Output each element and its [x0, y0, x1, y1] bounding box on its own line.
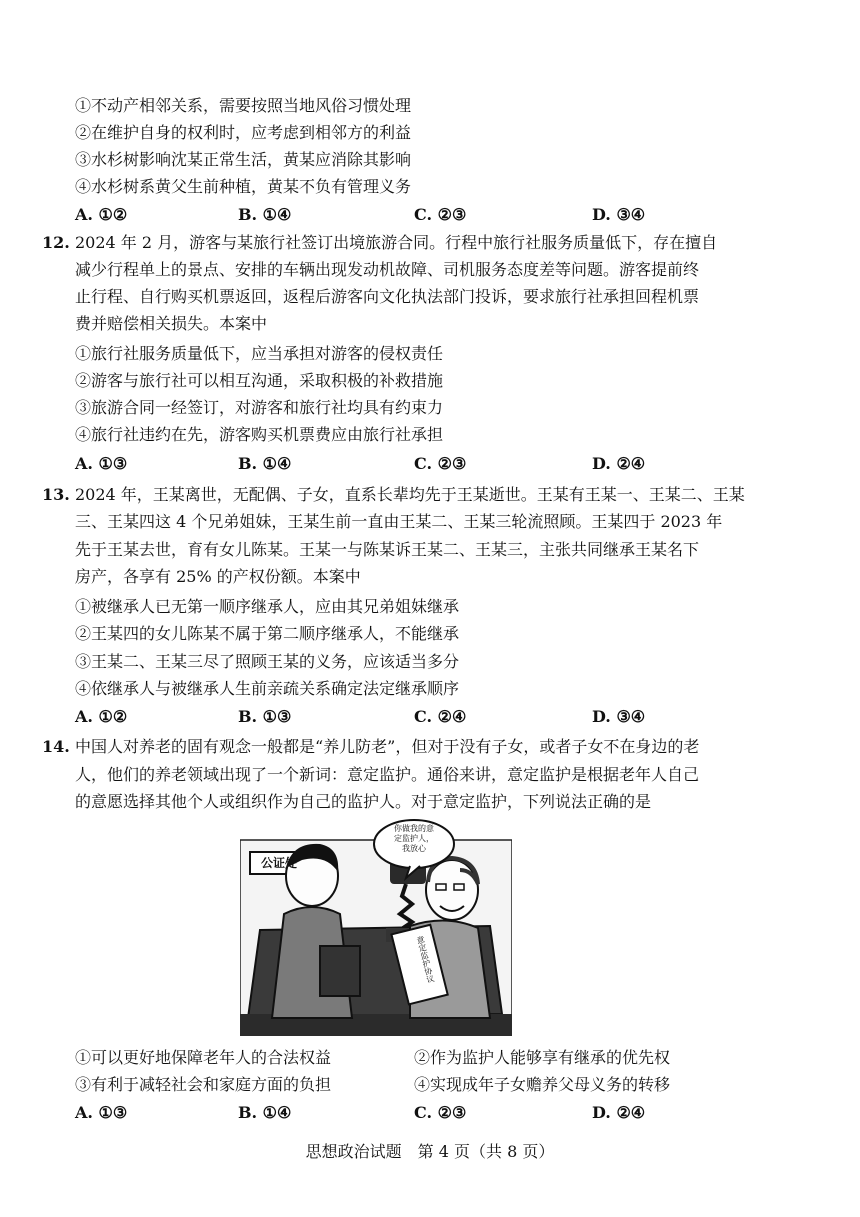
q14-stem-line-2: 人，他们的养老领域出现了一个新词：意定监护。通俗来讲，意定监护是根据老年人自己	[75, 765, 700, 784]
q13-option-c: C. ②④	[414, 707, 467, 726]
q12-option-b: B. ①④	[238, 454, 292, 473]
q14-option-a: A. ①③	[75, 1103, 128, 1122]
q12-statement-3: ③旅游合同一经签订，对游客和旅行社均具有约束力	[75, 398, 444, 417]
q14-statement-3: ③有利于减轻社会和家庭方面的负担	[75, 1075, 332, 1094]
q11-statement-1: ①不动产相邻关系，需要按照当地风俗习惯处理	[75, 96, 412, 115]
q14-option-b: B. ①④	[238, 1103, 292, 1122]
page-footer: 思想政治试题 第 4 页（共 8 页）	[305, 1142, 555, 1161]
q14-option-d: D. ②④	[592, 1103, 646, 1122]
q11-option-d: D. ③④	[592, 205, 646, 224]
speech-line-2: 定监护人，	[394, 834, 434, 843]
q12-option-a: A. ①③	[75, 454, 128, 473]
q11-option-c: C. ②③	[414, 205, 467, 224]
q12-stem-line-4: 费并赔偿相关损失。本案中	[75, 314, 268, 333]
q12-stem-line-2: 减少行程单上的景点、安排的车辆出现发动机故障、司机服务态度差等问题。游客提前终	[75, 260, 700, 279]
q14-statement-2: ②作为监护人能够享有继承的优先权	[414, 1048, 671, 1067]
q11-statement-4: ④水杉树系黄父生前种植，黄某不负有管理义务	[75, 177, 412, 196]
q14-stem-line-3: 的意愿选择其他个人或组织作为自己的监护人。对于意定监护，下列说法正确的是	[75, 792, 652, 811]
agreement-document-label: 意定监护协议	[415, 935, 436, 984]
q12-stem-line-3: 止行程、自行购买机票返回，返程后游客向文化执法部门投诉，要求旅行社承担回程机票	[75, 287, 700, 306]
q13-number: 13.	[42, 485, 70, 504]
q12-statement-2: ②游客与旅行社可以相互沟通，采取积极的补救措施	[75, 371, 444, 390]
notary-cartoon-illustration	[240, 818, 512, 1036]
q13-stem-line-3: 先于王某去世，育有女儿陈某。王某一与陈某诉王某二、王某三，主张共同继承王某名下	[75, 540, 700, 559]
q12-option-d: D. ②④	[592, 454, 646, 473]
q14-stem-line-1: 中国人对养老的固有观念一般都是“养儿防老”，但对于没有子女，或者子女不在身边的老	[75, 737, 700, 756]
q13-option-b: B. ①③	[238, 707, 292, 726]
q13-option-d: D. ③④	[592, 707, 646, 726]
q13-stem-line-4: 房产，各享有 25% 的产权份额。本案中	[75, 567, 361, 586]
q12-statement-1: ①旅行社服务质量低下，应当承担对游客的侵权责任	[75, 344, 444, 363]
q14-number: 14.	[42, 737, 70, 756]
q13-option-a: A. ①②	[75, 707, 128, 726]
q13-stem-line-2: 三、王某四这 4 个兄弟姐妹，王某生前一直由王某二、王某三轮流照顾。王某四于 2023 年	[75, 512, 723, 531]
q11-option-b: B. ①④	[238, 205, 292, 224]
q11-statement-2: ②在维护自身的权利时，应考虑到相邻方的利益	[75, 123, 412, 142]
q13-stem-line-1: 2024 年，王某离世，无配偶、子女，直系长辈均先于王某逝世。王某有王某一、王某二、王某	[75, 485, 745, 504]
q14-statement-4: ④实现成年子女赡养父母义务的转移	[414, 1075, 671, 1094]
q14-statement-1: ①可以更好地保障老年人的合法权益	[75, 1048, 332, 1067]
q11-statement-3: ③水杉树影响沈某正常生活，黄某应消除其影响	[75, 150, 412, 169]
speech-bubble	[380, 824, 448, 854]
q12-statement-4: ④旅行社违约在先，游客购买机票费应由旅行社承担	[75, 425, 444, 444]
q13-statement-1: ①被继承人已无第一顺序继承人，应由其兄弟姐妹继承	[75, 597, 460, 616]
q11-option-a: A. ①②	[75, 205, 128, 224]
q12-stem-line-1: 2024 年 2 月，游客与某旅行社签订出境旅游合同。行程中旅行社服务质量低下，存在擅自	[75, 233, 718, 252]
q14-option-c: C. ②③	[414, 1103, 467, 1122]
speech-line-1: 你做我的意	[394, 824, 434, 833]
notary-office-sign: 公证处	[260, 856, 297, 870]
speech-line-3: 我放心	[402, 844, 426, 853]
q13-statement-3: ③王某二、王某三尽了照顾王某的义务，应该适当多分	[75, 652, 460, 671]
q13-statement-4: ④依继承人与被继承人生前亲疏关系确定法定继承顺序	[75, 679, 460, 698]
q12-option-c: C. ②③	[414, 454, 467, 473]
q13-statement-2: ②王某四的女儿陈某不属于第二顺序继承人，不能继承	[75, 624, 460, 643]
q12-number: 12.	[42, 233, 70, 252]
